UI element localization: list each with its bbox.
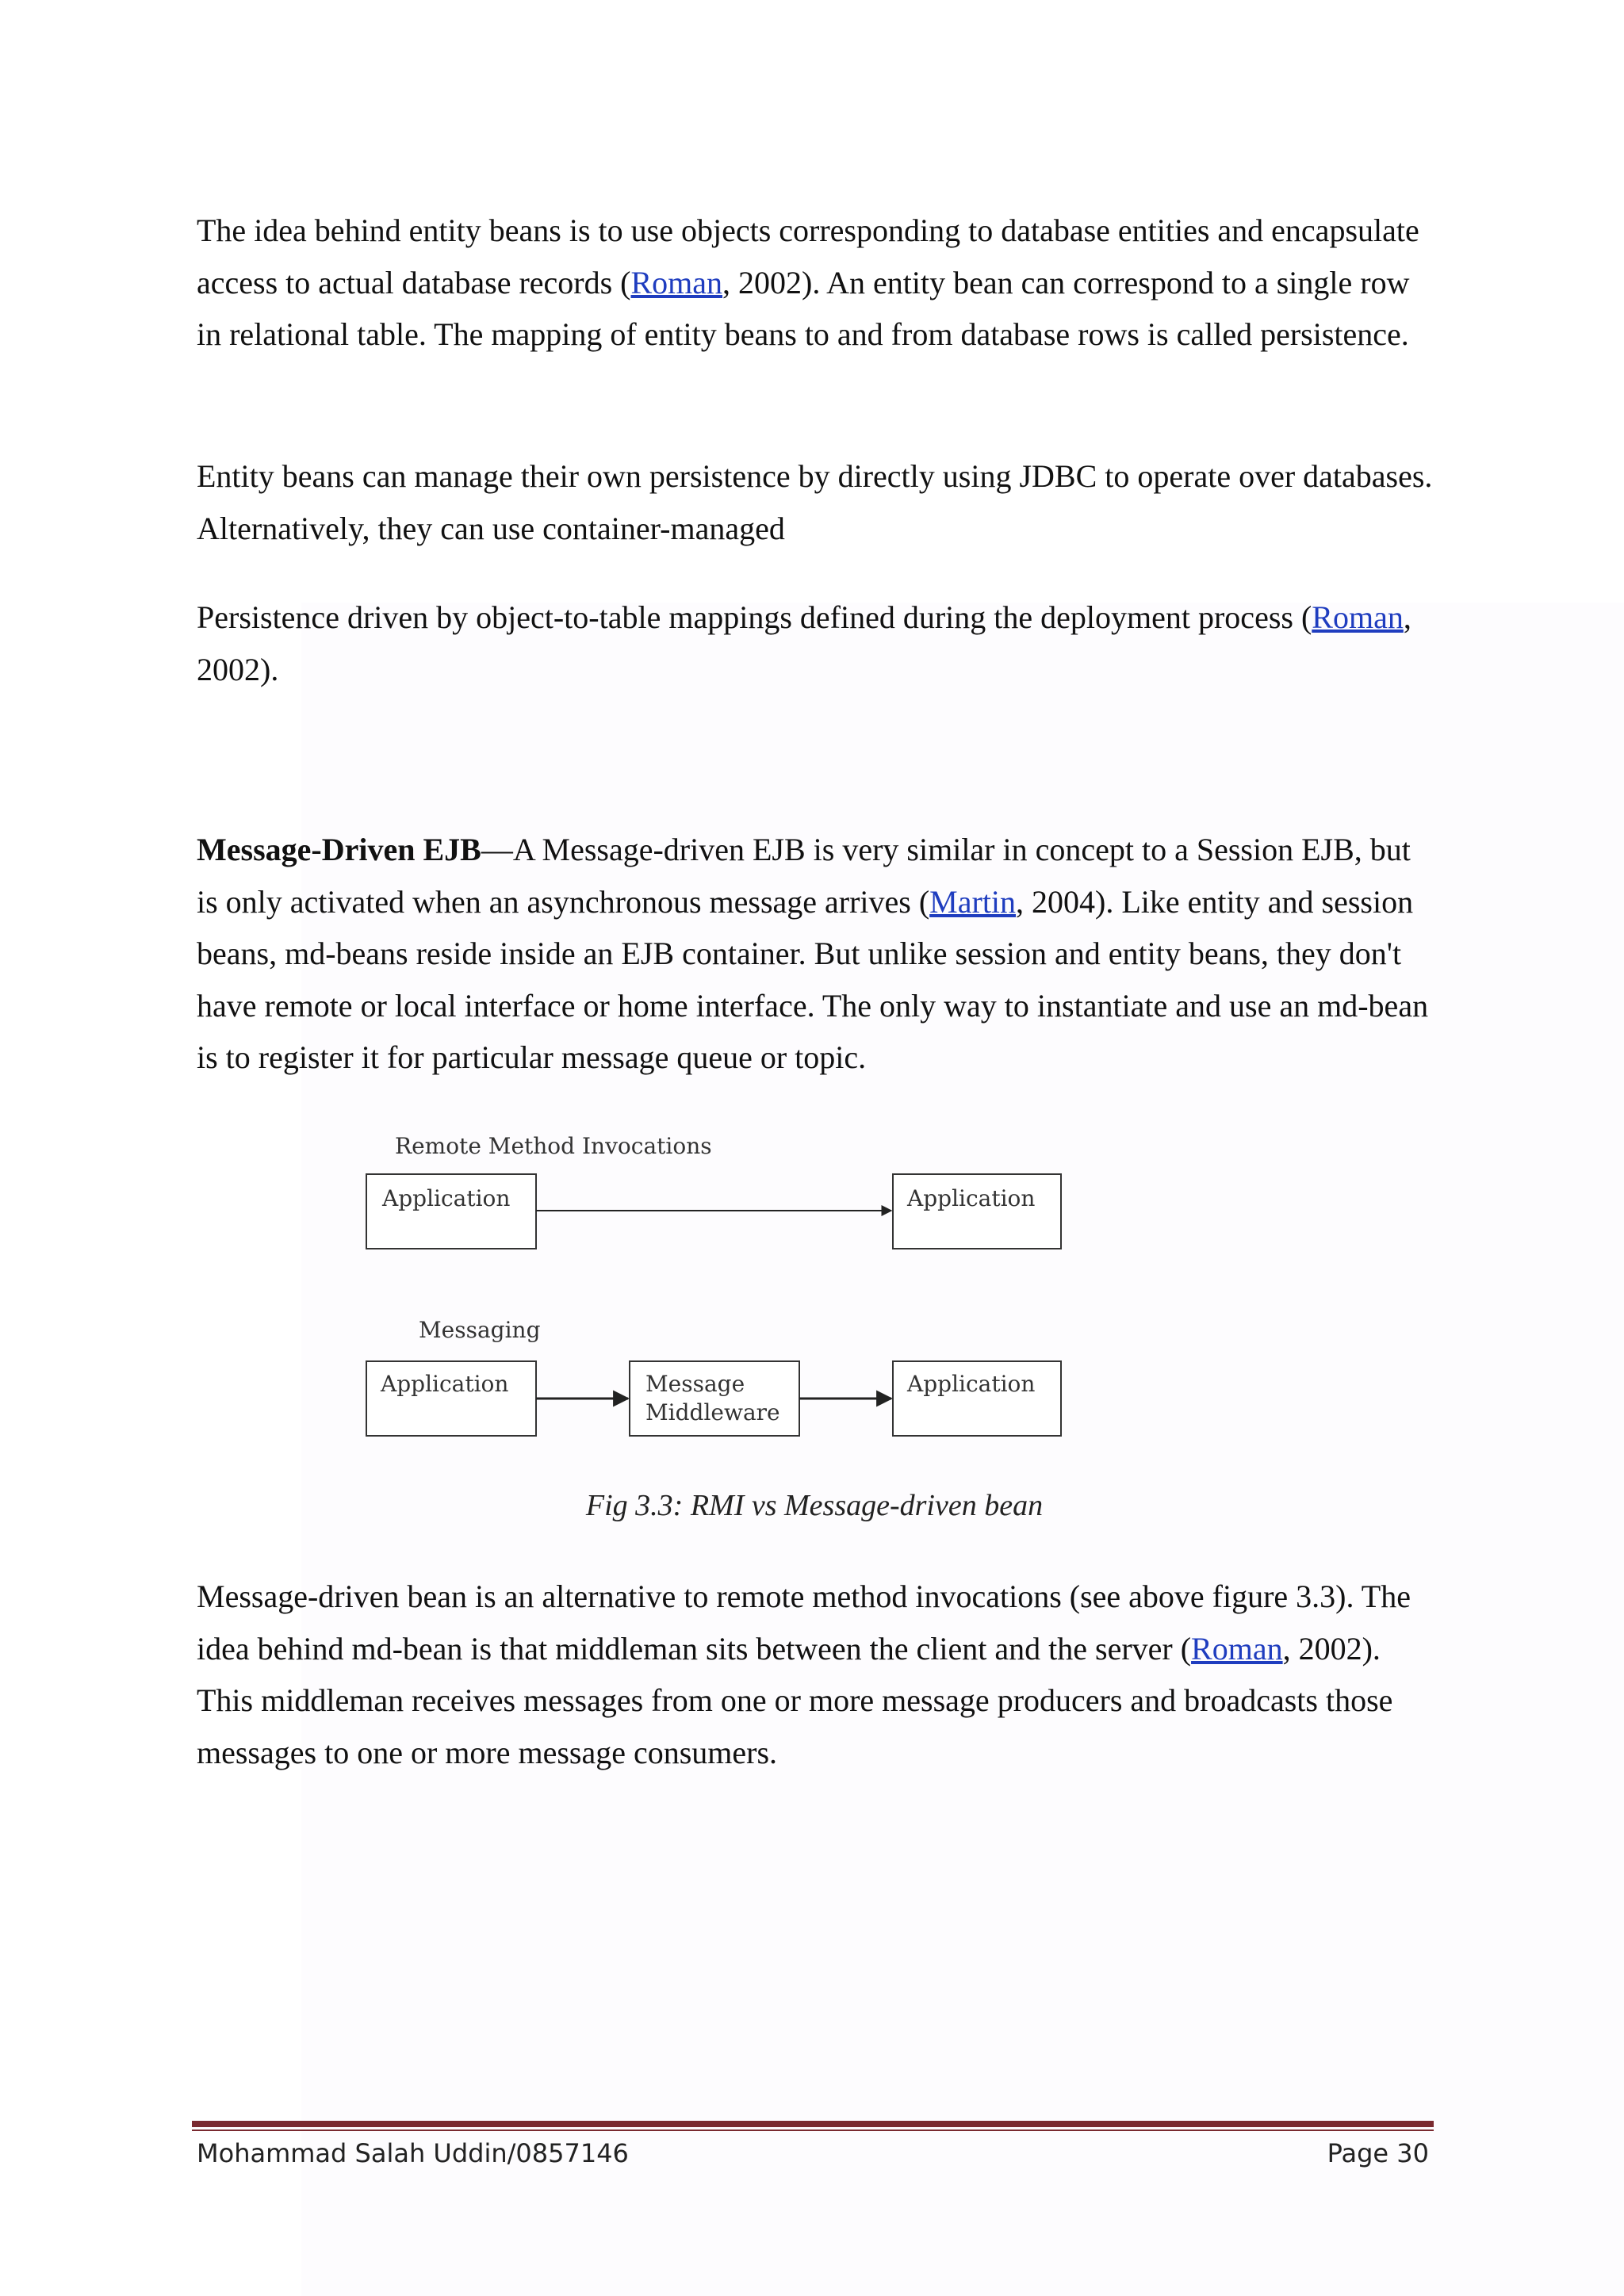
msg-right-box-label: Application [907,1371,1036,1397]
paragraph-text: , 2002). [197,599,1411,687]
paragraph-md-bean-alternative [197,1571,1434,1778]
rmi-left-box-label: Application [382,1185,511,1211]
rmi-section-label: Remote Method Invocations [395,1133,712,1159]
messaging-section-label: Messaging [419,1317,541,1343]
paragraph-entity-beans-idea [197,205,1434,361]
footer-rule-thin [192,2130,1434,2131]
paragraph-text: The idea behind entity beans is to use objects corresponding to database entities and encapsulate access to actual database records ( [197,212,1419,300]
figure-caption-text: Fig 3.3: RMI vs Message-driven bean [585,1489,1044,1522]
paragraph-text: , 2002). This middleman receives messages from one or more message producers and broadcasts those messages to one or more message consumers. [197,1630,1393,1770]
msg-middleware-label-line2: Middleware [645,1399,780,1425]
paragraph-text: Message-driven bean is an alternative to remote method invocations (see above figure 3.3). The idea behind md-bean is that middleman sits between the client and the server ( [197,1578,1411,1667]
paragraph-text: Persistence driven by object-to-table mappings defined during the deployment process ( [197,599,1312,635]
paragraph-text: Entity beans can manage their own persistence by directly using JDBC to operate over databases. Alternatively, they can use container-managed [197,458,1433,546]
figure-rmi-vs-messaging [349,1122,1078,1455]
paragraph-text: —A Message-driven EJB is very similar in concept to a Session EJB, but is only activated when an asynchronous message arrives ( [197,832,1411,920]
paragraph-message-driven-ejb [197,824,1434,1084]
citation-link-roman[interactable]: Roman [630,264,723,300]
rmi-right-box-label: Application [907,1185,1036,1211]
diagram-svg [349,1122,1078,1455]
paragraph-entity-persistence [197,450,1434,554]
paragraph-persistence-mappings [197,591,1434,695]
citation-link-martin[interactable]: Martin [929,883,1017,920]
footer-page-number: Page 30 [1327,2138,1429,2168]
msg-left-box-label: Application [381,1371,509,1397]
citation-link-roman[interactable]: Roman [1191,1630,1283,1667]
term-heading: Message-Driven EJB [197,832,481,867]
footer-author: Mohammad Salah Uddin/0857146 [197,2138,629,2168]
figure-caption [0,1488,1624,1523]
footer-rule [192,2121,1434,2127]
paragraph-text: , 2002). An entity bean can correspond to a single row in relational table. The mapping of entity beans to and from database rows is called persistence. [197,264,1410,352]
paragraph-text: , 2004). Like entity and session beans, md-beans reside inside an EJB container. But unlike session and entity beans, they don't have remote or local interface or home interface. The only way to instantiate and use an md-bean is to register it for particular message queue or topic. [197,883,1429,1075]
msg-middleware-label-line1: Message [645,1371,745,1397]
citation-link-roman[interactable]: Roman [1312,599,1404,635]
